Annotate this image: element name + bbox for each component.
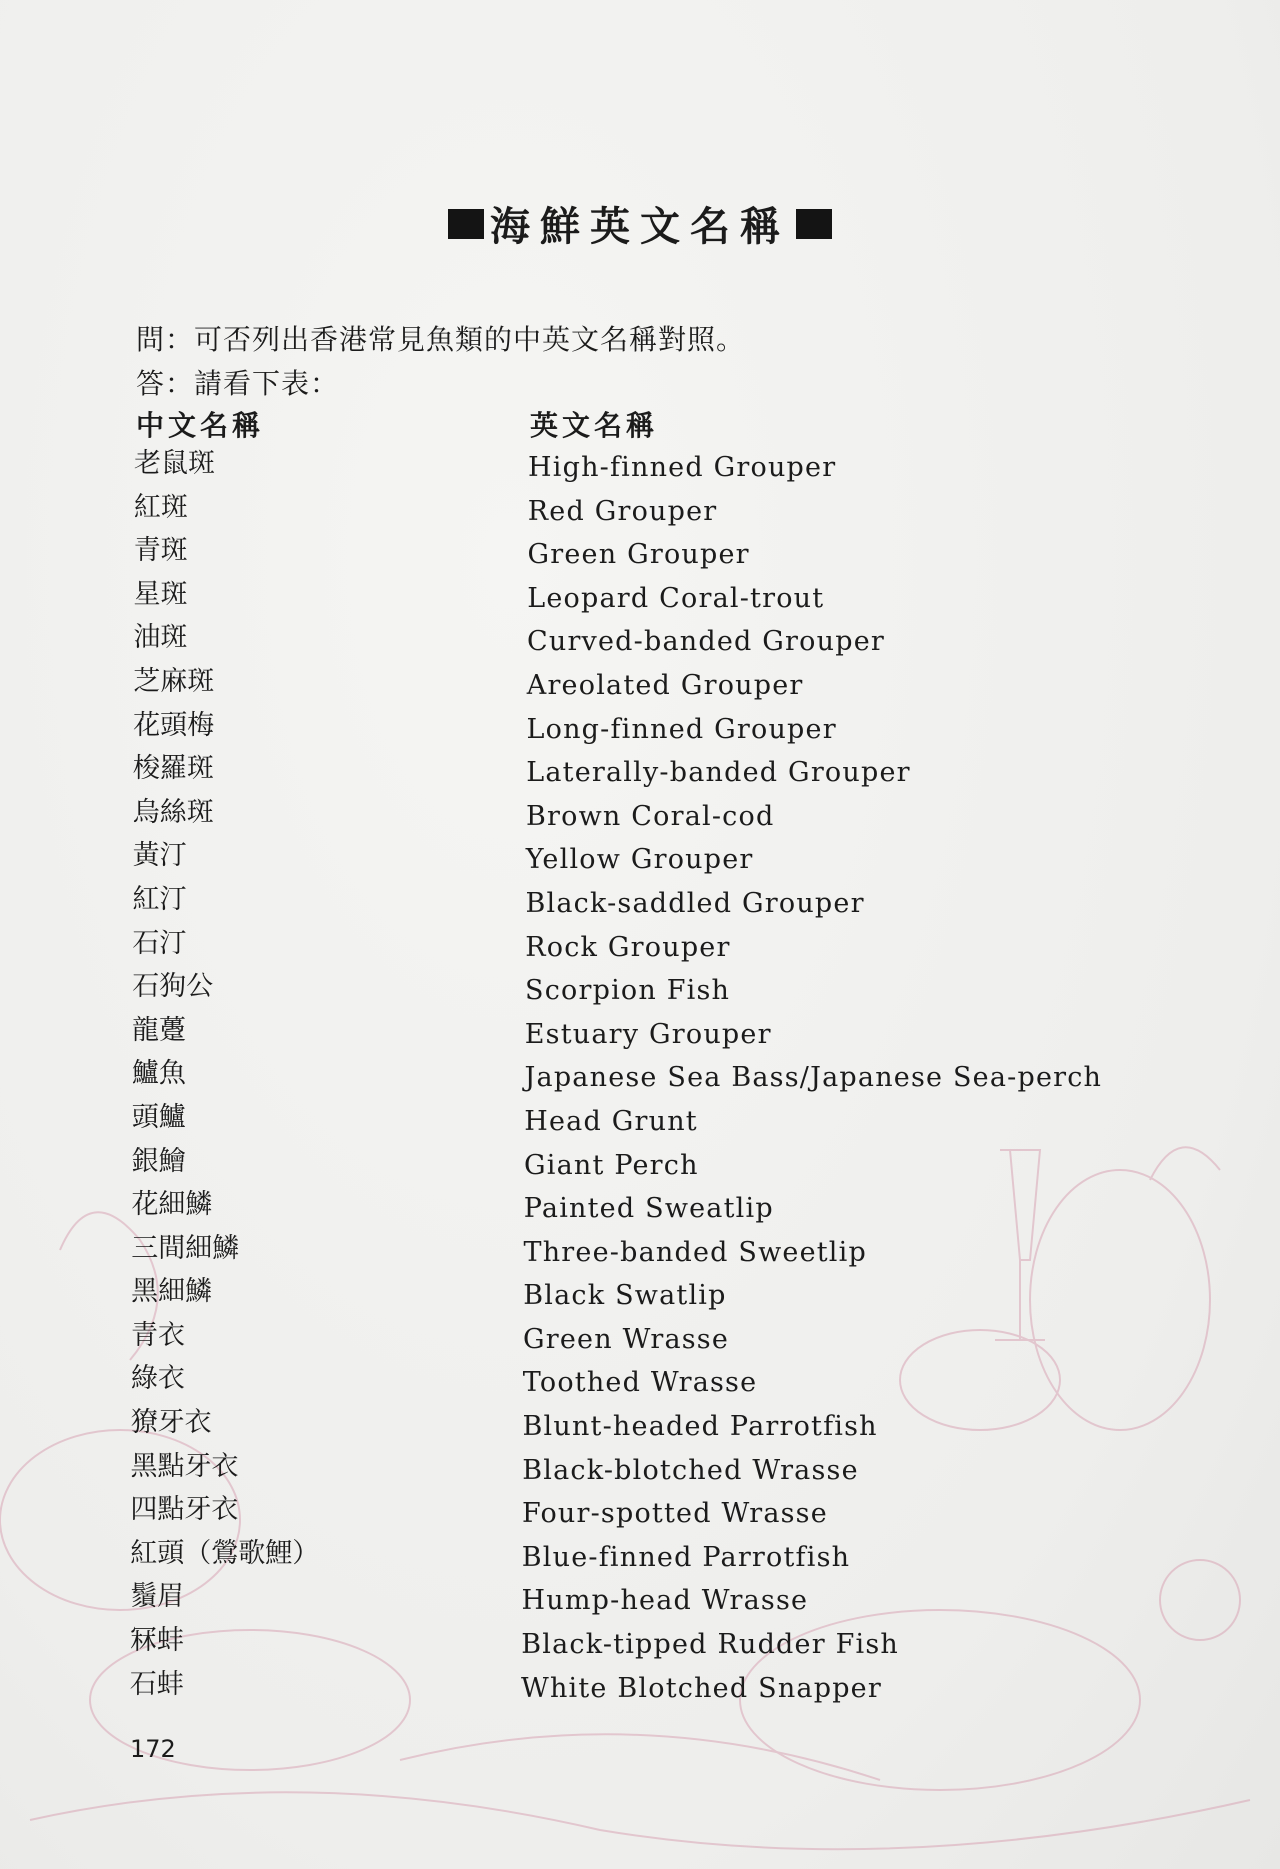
english-fish-name: Curved-banded Grouper	[527, 626, 885, 658]
table-row	[0, 708, 1280, 752]
table-row	[0, 751, 1280, 795]
table-row	[0, 533, 1280, 577]
table-row	[0, 969, 1280, 1013]
chinese-fish-name: 石蚌	[129, 1668, 184, 1700]
english-fish-name: Leopard Coral-trout	[527, 582, 825, 614]
table-row	[0, 1013, 1280, 1057]
table-row	[0, 1623, 1280, 1667]
chinese-fish-name: 銀鱠	[131, 1145, 186, 1177]
table-row	[0, 620, 1280, 664]
table-row	[0, 1492, 1280, 1536]
english-fish-name: Scorpion Fish	[525, 975, 731, 1007]
table-row	[0, 1274, 1280, 1318]
chinese-fish-name: 梭羅斑	[132, 753, 214, 785]
english-fish-name: Four-spotted Wrasse	[522, 1498, 828, 1530]
page-title: 海鮮英文名稱	[0, 195, 1280, 252]
chinese-fish-name: 石狗公	[132, 971, 214, 1003]
english-fish-name: Giant Perch	[524, 1149, 699, 1181]
chinese-fish-name: 星斑	[133, 578, 188, 610]
chinese-fish-name: 紅斑	[133, 491, 188, 523]
chinese-fish-name: 青斑	[133, 535, 188, 567]
answer-text: 答：請看下表：	[136, 367, 340, 400]
chinese-fish-name: 青衣	[131, 1319, 185, 1351]
english-fish-name: Blunt-headed Parrotfish	[522, 1411, 878, 1443]
english-fish-name: Brown Coral-cod	[526, 800, 775, 832]
english-fish-name: Red Grouper	[527, 495, 718, 527]
title-left-square-icon	[448, 209, 484, 239]
question-text: 問：可否列出香港常見魚類的中英文名稱對照。	[136, 323, 746, 356]
chinese-fish-name: 黃汀	[132, 840, 187, 872]
english-fish-name: Black-blotched Wrasse	[522, 1454, 859, 1486]
chinese-fish-name: 龍躉	[132, 1014, 187, 1046]
chinese-fish-name: 四點牙衣	[130, 1494, 239, 1526]
chinese-fish-name: 綠衣	[130, 1363, 185, 1395]
english-fish-name: Green Wrasse	[523, 1323, 730, 1355]
english-fish-name: Japanese Sea Bass/Japanese Sea-perch	[524, 1062, 1103, 1094]
english-fish-name: Three-banded Sweetlip	[523, 1236, 867, 1268]
english-fish-name: White Blotched Snapper	[521, 1672, 882, 1704]
chinese-fish-name: 黑細鱗	[131, 1276, 213, 1308]
chinese-fish-name: 石汀	[132, 927, 187, 959]
chinese-fish-name: 鬚眉	[130, 1581, 185, 1613]
english-fish-name: Yellow Grouper	[525, 844, 754, 876]
chinese-fish-name: 紅汀	[132, 883, 187, 915]
table-row	[0, 577, 1280, 621]
english-fish-name: Estuary Grouper	[524, 1018, 772, 1050]
table-row	[0, 1449, 1280, 1493]
chinese-fish-name: 獠牙衣	[130, 1407, 212, 1439]
chinese-fish-name: 烏絲斑	[132, 796, 214, 828]
english-fish-name: Black-saddled Grouper	[525, 887, 865, 919]
page-number: 172	[130, 1735, 176, 1763]
english-fish-name: Long-finned Grouper	[526, 713, 837, 745]
chinese-fish-name: 花細鱗	[131, 1189, 213, 1221]
table-row	[0, 926, 1280, 970]
chinese-fish-name: 三間細鱗	[131, 1232, 240, 1264]
table-row	[0, 446, 1280, 490]
english-fish-name: Blue-finned Parrotfish	[521, 1541, 851, 1573]
english-fish-name: Rock Grouper	[525, 931, 731, 963]
english-fish-name: Black-tipped Rudder Fish	[521, 1629, 900, 1661]
english-fish-name: Head Grunt	[524, 1105, 698, 1137]
table-row	[0, 1361, 1280, 1405]
table-row	[0, 490, 1280, 534]
english-fish-name: High-finned Grouper	[528, 452, 837, 483]
table-row	[0, 1056, 1280, 1100]
table-row	[0, 1405, 1280, 1449]
chinese-fish-name: 黑點牙衣	[130, 1450, 239, 1482]
table-row	[0, 838, 1280, 882]
fish-name-table	[0, 446, 1280, 1710]
chinese-fish-name: 鱸魚	[131, 1058, 186, 1090]
table-row	[0, 1318, 1280, 1362]
table-row	[0, 1187, 1280, 1231]
table-row	[0, 882, 1280, 926]
table-row	[0, 664, 1280, 708]
english-fish-name: Green Grouper	[527, 539, 750, 571]
chinese-fish-name: 花頭梅	[133, 709, 215, 741]
table-row	[0, 795, 1280, 839]
table-row	[0, 1536, 1280, 1580]
chinese-fish-name: 冧蚌	[129, 1625, 184, 1657]
chinese-name-header: 中文名稱	[136, 409, 265, 442]
english-name-header: 英文名稱	[530, 409, 659, 442]
english-fish-name: Laterally-banded Grouper	[526, 757, 911, 789]
title-right-square-icon	[796, 209, 832, 239]
table-row	[0, 1100, 1280, 1144]
english-fish-name: Painted Sweatlip	[523, 1193, 774, 1225]
english-fish-name: Toothed Wrasse	[522, 1367, 758, 1399]
table-row	[0, 1231, 1280, 1275]
table-row	[0, 1667, 1280, 1711]
chinese-fish-name: 頭鱸	[131, 1101, 186, 1133]
chinese-fish-name: 紅頭（鶯歌鯉）	[130, 1537, 320, 1569]
chinese-fish-name: 油斑	[133, 622, 188, 654]
english-fish-name: Black Swatlip	[523, 1280, 727, 1312]
english-fish-name: Hump-head Wrasse	[521, 1585, 809, 1617]
table-row	[0, 1579, 1280, 1623]
table-row	[0, 1144, 1280, 1188]
chinese-fish-name: 芝麻斑	[133, 665, 215, 697]
chinese-fish-name: 老鼠斑	[134, 448, 215, 479]
english-fish-name: Areolated Grouper	[526, 669, 804, 701]
